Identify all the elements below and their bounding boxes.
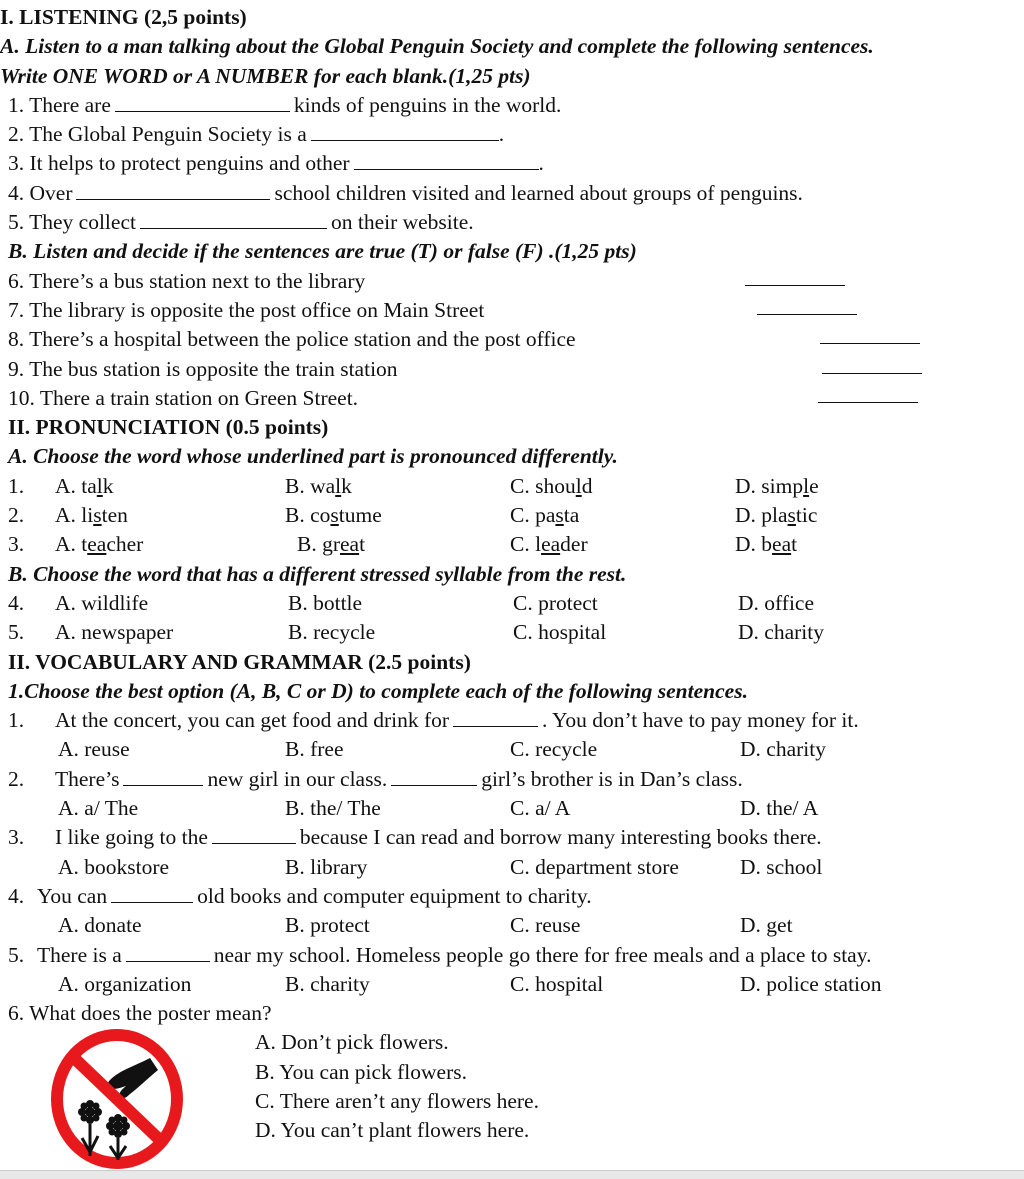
fill-blank-item [0,149,1024,178]
answer-blank[interactable] [453,706,538,727]
answer-blank[interactable] [354,149,539,170]
section-title: II. PRONUNCIATION (0.5 points) [8,415,329,440]
question-row [0,706,1024,735]
answer-blank[interactable] [115,91,290,112]
option[interactable] [55,501,128,530]
answer-blank[interactable] [111,882,193,903]
option[interactable]: A. donate [58,913,142,938]
instruction-note: Write ONE WORD or A NUMBER for each blank.(1,25 pts) [0,63,531,88]
option-text: ta [563,503,580,528]
true-false-item [0,355,1024,384]
underlined-part: ea [87,532,107,557]
option[interactable] [735,530,797,559]
option-text: D. simp [735,473,804,498]
section-title: II. VOCABULARY AND GRAMMAR (2.5 points) [8,649,471,674]
instruction-line [0,62,1024,91]
question-row [0,530,1024,559]
option[interactable] [297,530,365,559]
underlined-part: l [803,473,810,498]
instruction: A. Choose the word whose underlined part is pronounced differently. [8,444,618,469]
true-false-item [0,267,1024,296]
option-text: B. co [285,503,331,528]
true-false-item [0,296,1024,325]
option-text: B. gr [297,532,340,557]
tf-answer-blank[interactable] [818,402,918,403]
option[interactable]: B. free [285,737,344,762]
tf-answer-blank[interactable] [745,285,845,286]
option-text: tic [795,503,818,528]
option-text: t [359,532,366,557]
question-text-part: near my school. Homeless people go there for free meals and a place to stay. [213,942,872,967]
option[interactable] [735,472,819,501]
option-text: A. t [55,532,88,557]
option[interactable]: C. a/ A [510,796,571,821]
option[interactable]: A. Don’t pick flowers. [255,1030,449,1055]
section-title-line [0,648,1024,677]
question-number: 3. [8,825,25,850]
question-row [0,501,1024,530]
options-row [0,735,1024,764]
option[interactable]: C. There aren’t any flowers here. [255,1088,539,1113]
true-false-item [0,384,1024,413]
instruction-line [0,442,1024,471]
option[interactable] [735,501,817,530]
answer-blank[interactable] [126,941,210,962]
item-text: 1. There are [8,92,111,117]
options-row [0,794,1024,823]
question-row [0,999,1024,1028]
option[interactable] [55,472,114,501]
fill-blank-item [0,91,1024,120]
section-title-line [0,3,1024,32]
question-text [55,706,859,735]
question-text-part: There is a [37,942,122,967]
question-row [0,618,1024,647]
item-text: 7. The library is opposite the post office on Main Street [8,297,485,322]
question-row [0,472,1024,501]
tf-answer-blank[interactable] [757,314,857,315]
option-text: ten [101,503,128,528]
underlined-part: ea [541,532,561,557]
option[interactable]: C. department store [510,854,679,879]
option[interactable]: B. charity [285,971,370,996]
option[interactable]: D. police station [740,971,882,996]
instruction-line [0,677,1024,706]
tf-answer-blank[interactable] [820,343,920,344]
question-number: 4. [8,883,25,908]
question-number: 1. [8,473,25,498]
section-title-line [0,413,1024,442]
option[interactable]: B. You can pick flowers. [255,1059,467,1084]
option-text: D. b [735,532,773,557]
option[interactable]: C. reuse [510,913,581,938]
option-text: B. wa [285,473,336,498]
question-text: 6. What does the poster mean? [8,1001,272,1026]
option-text: cher [106,532,144,557]
question-text-part: You can [37,883,108,908]
option-text: A. ta [55,473,97,498]
question-row [0,765,1024,794]
option[interactable] [55,530,143,559]
answer-blank[interactable] [123,765,203,786]
underlined-part: l [96,473,103,498]
option[interactable] [285,501,382,530]
question-text-part: There’s [55,766,120,791]
option-text: D. pla [735,503,788,528]
question-row [0,589,1024,618]
option-text: k [102,473,114,498]
question-text-part: because I can read and borrow many interesting books there. [299,825,822,850]
option[interactable]: D. You can’t plant flowers here. [255,1118,530,1143]
option[interactable]: B. library [285,854,368,879]
instruction: B. Listen and decide if the sentences are true (T) or false (F) .(1,25 pts) [8,239,637,264]
item-text: on their website. [330,210,474,235]
option[interactable]: D. school [740,854,823,879]
question-number: 5. [8,942,25,967]
option-text: A. li [55,503,94,528]
underlined-part: s [93,503,102,528]
option[interactable]: C. recycle [510,737,598,762]
option[interactable]: D. office [738,590,815,615]
instruction: 1.Choose the best option (A, B, C or D) to complete each of the following sentences. [8,678,748,703]
instruction-line [0,237,1024,266]
question-number: 5. [8,620,25,645]
item-text: 5. They collect [8,210,136,235]
option-text: tume [338,503,382,528]
option[interactable]: A. a/ The [58,796,139,821]
no-picking-flowers-icon [50,1028,185,1170]
underlined-part: s [330,503,339,528]
option[interactable]: C. hospital [513,620,607,645]
answer-blank[interactable] [76,179,270,200]
option[interactable]: D. charity [738,620,824,645]
option[interactable] [285,472,352,501]
item-text: 6. There’s a bus station next to the library [8,268,366,293]
question-number: 3. [8,532,25,557]
option-text: d [581,473,593,498]
item-text: 2. The Global Penguin Society is a [8,122,307,147]
true-false-item [0,325,1024,354]
question-number: 2. [8,503,25,528]
fill-blank-item [0,208,1024,237]
options-row [0,911,1024,940]
instruction-line [0,560,1024,589]
question-row [0,882,1024,911]
options-row [0,853,1024,882]
item-text: 3. It helps to protect penguins and other [8,151,350,176]
tf-answer-blank[interactable] [822,373,922,374]
instruction-line [0,32,1024,61]
item-text: . [538,151,544,176]
option-text: e [809,473,819,498]
option[interactable]: A. wildlife [55,590,149,615]
instruction: B. Choose the word that has a different stressed syllable from the rest. [8,561,627,586]
item-text: . [498,122,505,147]
item-text: 9. The bus station is opposite the train station [8,356,398,381]
question-text [37,941,871,970]
question-number: 1. [8,708,25,733]
item-text: kinds of penguins in the world. [293,92,562,117]
option[interactable]: D. get [740,913,793,938]
question-text [55,823,822,852]
question-text-part: I like going to the [55,825,208,850]
option-text: C. pa [510,503,556,528]
option[interactable] [510,530,588,559]
question-text-part: old books and computer equipment to charity. [197,883,592,908]
option[interactable]: B. bottle [288,590,363,615]
option-text: C. l [510,532,542,557]
option[interactable]: A. reuse [58,737,130,762]
underlined-part: s [555,503,564,528]
answer-blank[interactable] [140,208,327,229]
item-text: school children visited and learned about groups of penguins. [274,180,803,205]
item-text: 10. There a train station on Green Street. [8,385,359,410]
option[interactable]: A. bookstore [58,854,170,879]
question-text-part: new girl in our class. [207,766,388,791]
underlined-part: ea [772,532,792,557]
option-text: t [791,532,798,557]
option[interactable] [510,472,592,501]
option[interactable]: B. the/ The [285,796,381,821]
option[interactable]: A. newspaper [55,620,174,645]
question-row [0,823,1024,852]
option-text: der [560,532,588,557]
item-text: 8. There’s a hospital between the police station and the post office [8,327,576,352]
options-row [0,970,1024,999]
instruction: A. Listen to a man talking about the Global Penguin Society and complete the following sentences. [0,34,874,59]
option[interactable]: C. protect [513,590,598,615]
question-number: 4. [8,590,25,615]
option[interactable]: D. the/ A [740,796,819,821]
underlined-part: l [575,473,582,498]
option[interactable]: C. hospital [510,971,604,996]
question-text-part: . You don’t have to pay money for it. [542,708,859,733]
item-text: 4. Over [8,180,73,205]
answer-blank[interactable] [311,120,499,141]
fill-blank-item [0,120,1024,149]
option-text: C. shou [510,473,576,498]
answer-blank[interactable] [212,823,296,844]
question-row [0,941,1024,970]
question-text [55,765,743,794]
question-number: 2. [8,766,25,791]
option-text: k [341,473,352,498]
option[interactable]: B. protect [285,913,370,938]
option[interactable]: A. organization [58,971,192,996]
option[interactable]: B. recycle [288,620,376,645]
question-text-part: girl’s brother is in Dan’s class. [481,766,743,791]
fill-blank-item [0,179,1024,208]
question-text-part: At the concert, you can get food and drink for [55,708,450,733]
underlined-part: l [335,473,342,498]
underlined-part: s [787,503,796,528]
section-title: I. LISTENING (2,5 points) [0,5,247,29]
option[interactable]: D. charity [740,737,826,762]
answer-blank[interactable] [391,765,477,786]
question-text [37,882,592,911]
option[interactable] [510,501,579,530]
worksheet [0,3,1024,1146]
underlined-part: ea [340,532,360,557]
